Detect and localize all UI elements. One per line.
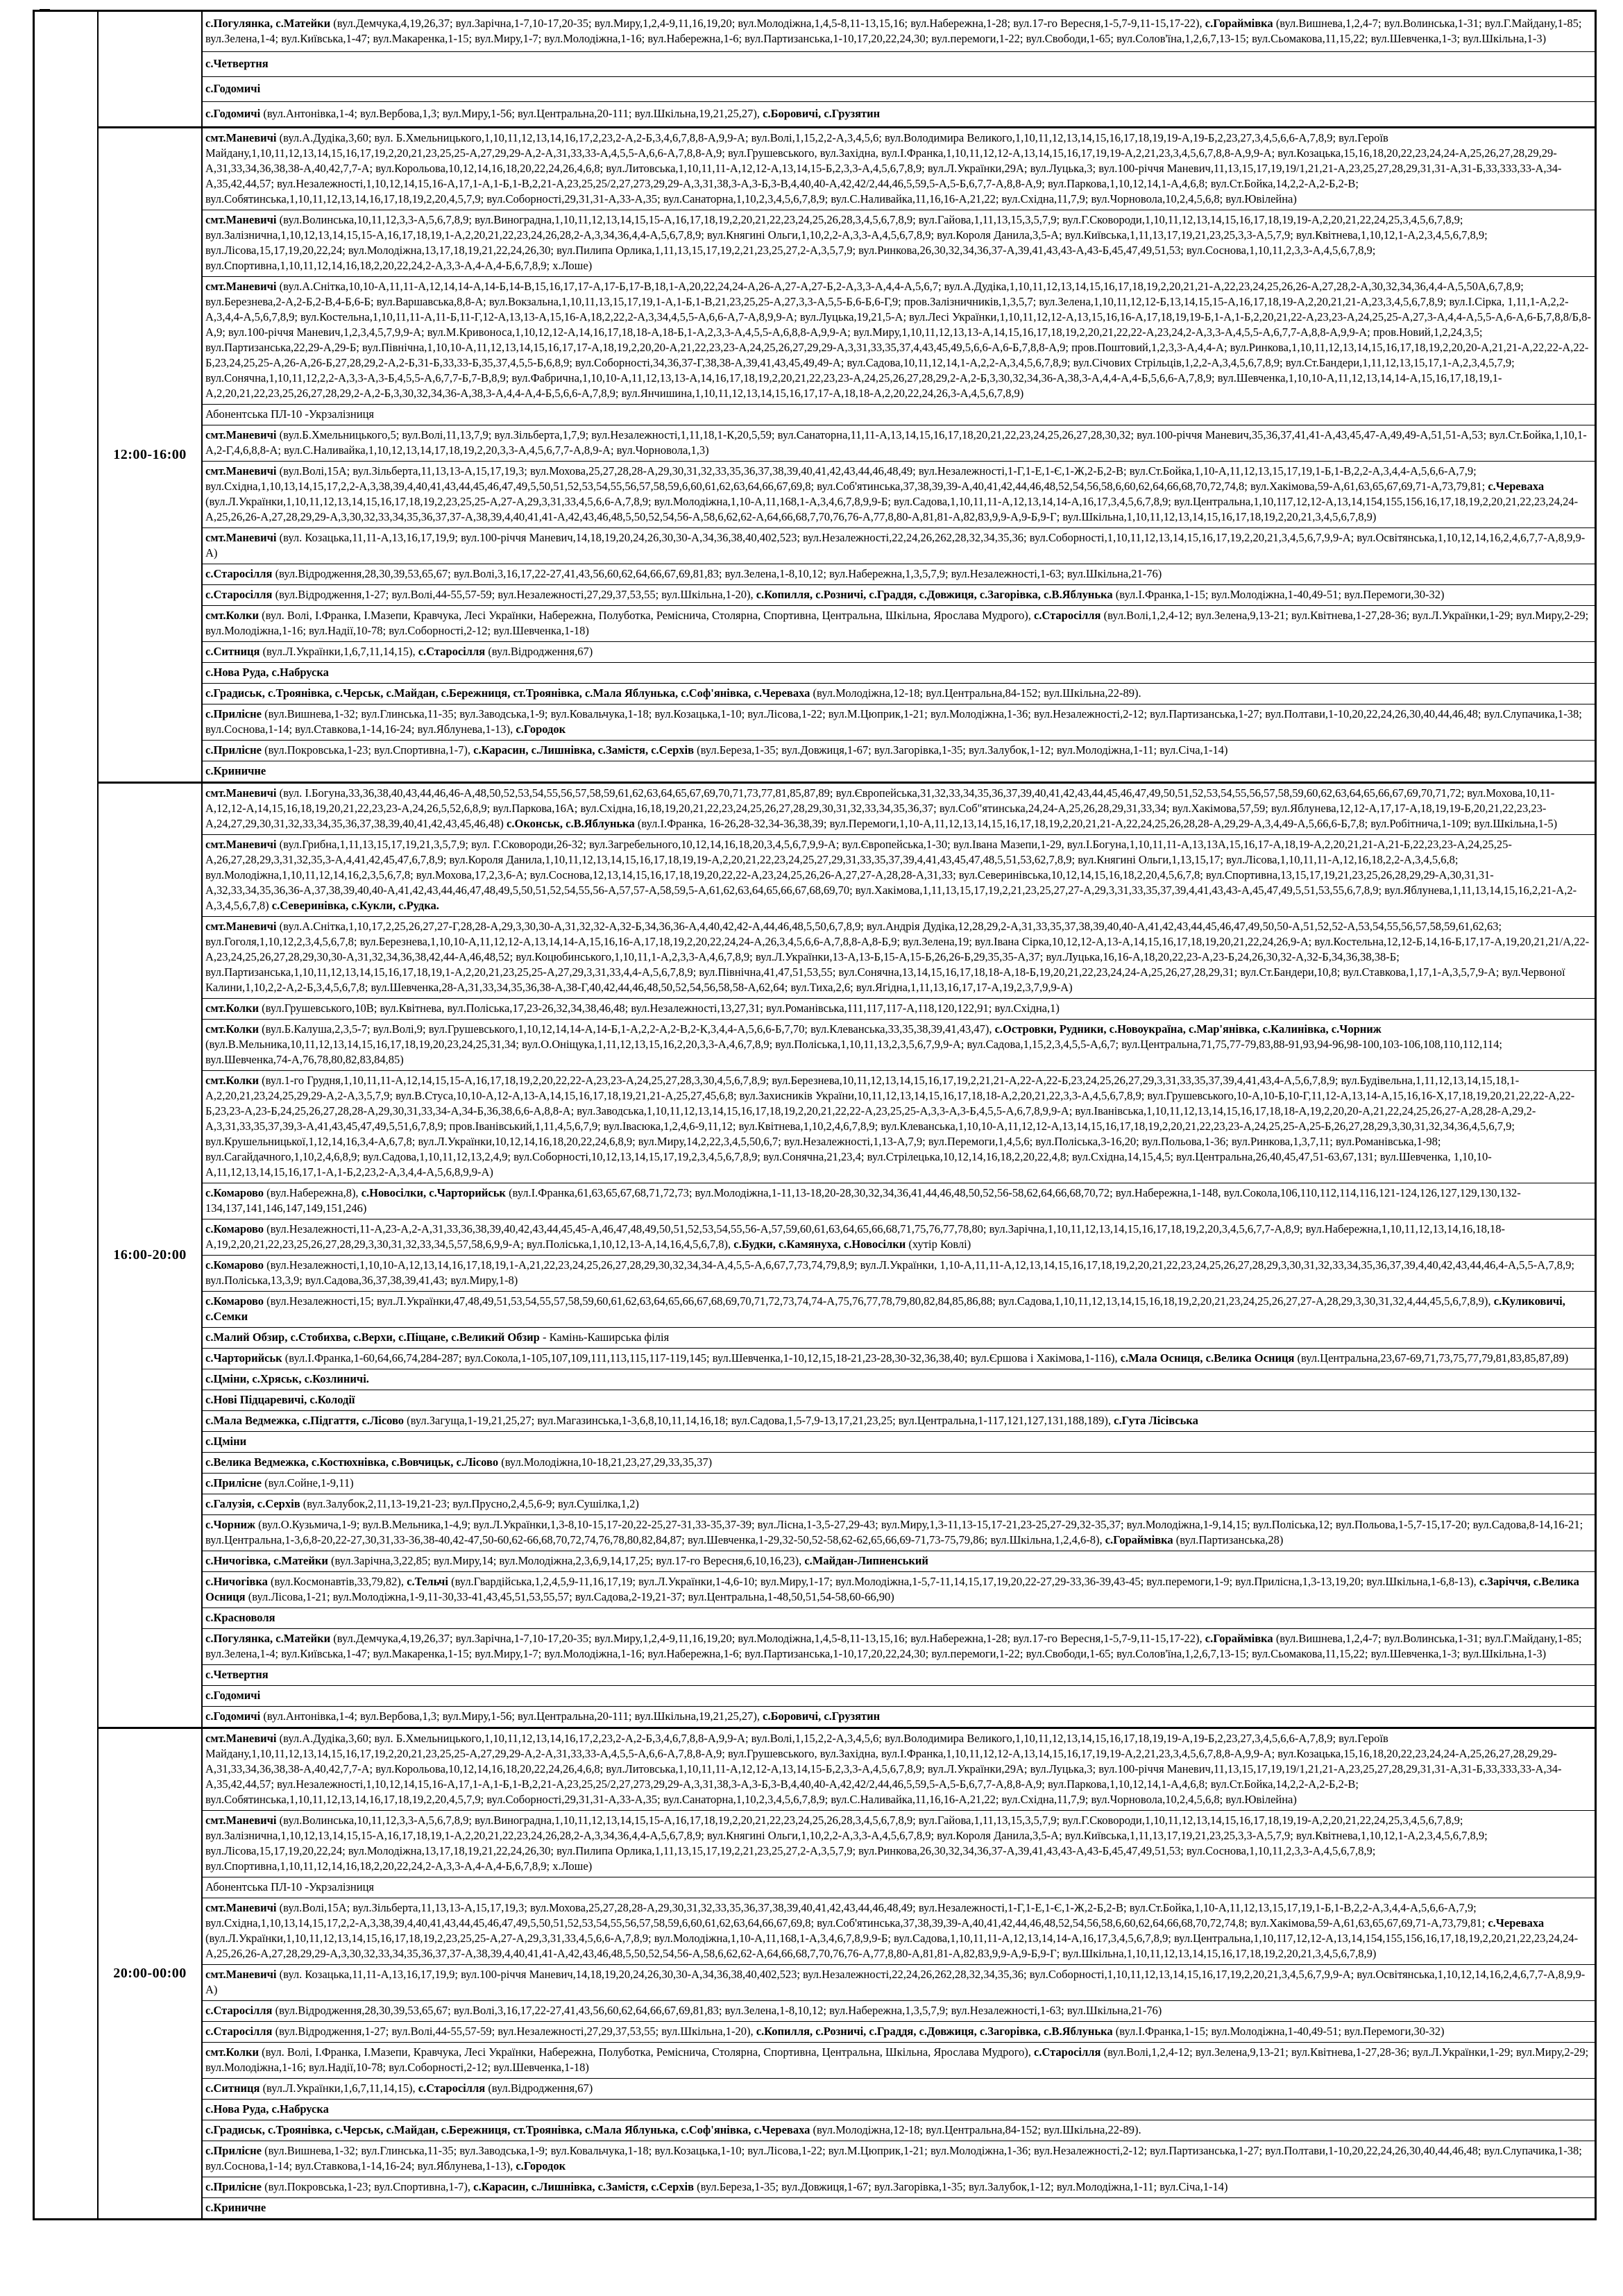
village-name: смт.Маневичі	[205, 1968, 280, 1981]
schedule-row	[203, 662, 1595, 683]
village-name: с.Куликовичі, с.Семки	[205, 1294, 1565, 1323]
street-list: (вул.1-го Грудня,1,10,11,11-А,12,14,15,15-А,16,17,18,19,2,20,22,22-А,23,23-А,24,25,27,28,3,30,4,5,6,7,8,9; вул.Березнева,10,11,12,13,14,15,16,17,19,2,21,21-А,22-А,22-Б,23,24,25,26,27,29,3,31,33,35,37,39,4,41,43,4-А,5,6,7,8,9; вул.Будівельна,1,11,12,13,14,15,18,1-А,2,20,21,23,24,25,29,29-А,2-А,3,5,7,9; вул.В.Стуса,10,10-А,12-А,13-А,14,15,16,17,18,19,21,21-А,25,27,45,6,8; вул.Захисників України,10,11,12,13,14,15,16,17,18,18-А,2,20,21,22,3,3-А,4,5,6,7,8,9; вул.Грушевського,10-А,10-Б,10-Г,11,12-А,13,14-А,15,16,16-Х,17,18,19,20,21,22,22-А,22-Б,23,23-А,23-Б,24,25,26,27,28,28-А,29,30,31,33,34-А,34-Б,36,38,6,6-А,8,8-А; вул.Заводська,1,10,11,12,13,14,15,16,17,18,19,2,20,21,22,22-А,23,25,25-А,3,3-А,3-Б,4,5,5-А,6,7,8,9,9-А; вул.Іванівська,1,10,11,12,13,14,15,16,17,18,18-А,19,2,20,20-А,21,22,24,25,26,27-А,28,28-А,29,2-А,3,31,33,35,37,39,3-А,41,43,45,47,49,5,51,6,7,8,9; пров.Іванівський,1,11,4,5,6,7,9; вул.Івасюка,1,2,4,6-9,11,12; вул.Квітнева,1,10,2,4,6,7,8,9; вул.Клеванська,1,10,10-А,11,12,12-А,13,14,15,16,17,18,19,2,20,21,22,23,23-А,24,25,25-А,25-Б,26,27,28,29,3,30,31,32,34,36,4,5,6,7,9; вул.Крушельницької,1,12,14,16,3,4-А,6,7,8; вул.Л.Українки,10,12,14,16,18,20,22,24,6,8,9; вул.Миру,14,2,22,3,4,5,50,6,7; вул.Незалежності,1,13-А,7,9; вул.Перемоги,1,4,5,6; вул.Поліська,3-16,20; вул.Польова,1-36; вул.Ринкова,1,3,7,11; вул.Романівська,1-98; вул.Сагайдачного,1,10,2,4,6,8,9; вул.Садова,1,10,11,12,13,2,4,9; вул.Соборності,10,12,13,14,15,17,19,2,3,4,5,6,7,8,9; вул.Сонячна,21,23,4; вул.Стрілецька,10,12,14,16,18,2,20,22,4,8; вул.Східна,14,15,4,5; вул.Центральна,26,40,45,47,51-63,67,131; вул.Шевченка, 1,10,10-А,11,12,13,14,15,16,17,1-А,1-Б,2,23,2-А,3,4,4-А,5,6,8,9,9-А)	[205, 1074, 1575, 1179]
village-name: с.Четвертня	[205, 1668, 269, 1681]
village-name: смт.Колки	[205, 609, 262, 622]
schedule-row	[203, 1183, 1595, 1219]
time-slot-label-20-00: 20:00-00:00	[99, 1727, 203, 2218]
village-name: с.Старосілля	[1033, 609, 1104, 622]
street-list: Абонентська ПЛ-10 -Укрзалізниця	[205, 1880, 375, 1893]
village-name: с.Гута Лісівська	[1114, 1414, 1198, 1427]
village-name: смт.Маневичі	[205, 428, 280, 441]
village-name: с.Тельчі	[407, 1575, 452, 1588]
schedule-row	[203, 683, 1595, 704]
time-slot-label-partial	[99, 12, 203, 126]
schedule-row	[203, 1291, 1595, 1327]
street-list: (вул. Волі, І.Франка, І.Мазепи, Кравчука, Лесі Українки, Набережна, Полуботка, Реміснича, Столярна, Спортивна, Центральна, Шкільна, Ярослава Мудрого),	[262, 609, 1034, 622]
schedule-row	[203, 2120, 1595, 2141]
schedule-row	[203, 605, 1595, 641]
village-name: с.Старосілля	[205, 567, 275, 580]
street-list: (вул.Волі,15А; вул.Зільберта,11,13,13-А,15,17,19,3; вул.Мохова,25,27,28,28-А,29,30,31,32,33,35,36,37,38,39,40,41,42,43,44,46,48,49; вул.Незалежності,1-Г,1-Е,1-Є,1-Ж,2-Б,2-В; вул.Ст.Бойка,1,10-А,11,12,13,15,17,19,1-Б,1-В,2,2-А,3,4,4-А,5,6,6-А,7,9; вул.Східна,1,10,13,14,15,17,2,2-А,3,38,39,4,40,41,43,44,45,46,47,49,5,50,51,52,53,54,55,56,57,58,59,6,60,61,62,63,64,66,67,69,8; вул.Соб'ятинська,37,38,39,39-А,40,41,42,44,46,48,52,54,56,58,6,60,62,64,66,68,70,72,74,8; вул.Хакімова,59-А,61,63,65,67,69,71-А,73,79,81;	[205, 464, 1488, 493]
rows-block-partial	[203, 12, 1595, 126]
street-list: (вул.Загуща,1-19,21,25,27; вул.Магазинська,1-3,6,8,10,11,14,16,18; вул.Садова,1,5-7,9-13,17,21,23,25; вул.Центральна,1-117,121,127,131,188,189),	[407, 1414, 1114, 1427]
schedule-row	[203, 1514, 1595, 1551]
village-name: с.Прилісне	[205, 707, 265, 720]
village-name: с.Мала Ведмежка, с.Підгаття, с.Лісово	[205, 1414, 407, 1427]
schedule-row	[203, 1255, 1595, 1291]
village-name: с.Красноволя	[205, 1611, 275, 1624]
street-list: (вул.Л.Українки,1,6,7,11,14,15),	[262, 2082, 418, 2095]
street-list: (вул.Береза,1-35; вул.Довжиця,1-67; вул.Загорівка,1-35; вул.Залубок,1-12; вул.Молодіжна,1-11; вул.Січа,1-14)	[697, 743, 1228, 757]
street-list: (вул.І.Франка,1-15; вул.Молодіжна,1-40,49-51; вул.Перемоги,30-32)	[1115, 2025, 1445, 2038]
street-list: (вул.Незалежності,11-А,23-А,2-А,31,33,36,38,39,40,42,43,44,45,45-А,46,47,48,49,50,51,52,53,54,55,56-А,57,59,60,61,63,64,65,66,68,71,75,76,77,78,80; вул.Зарічна,1,10,11,12,13,14,15,16,17,18,19,2,20,3,4,5,6,7,7-А,8,9; вул.Набережна,1,10,11,12,13,14,16,18,18-А,19,2,20,21,22,23,25,26,27,28,29,3,30,31,32,33,34,5,57,58,6,9,9-А; вул.Поліська,1,10,12,13-А,14,16,4,5,6,7,8),	[205, 1222, 1505, 1251]
village-name: смт.Маневичі	[205, 920, 280, 933]
street-list: (вул.Л.Українки,1,10,11,12,13,14,15,16,17,18,19,2,23,25,25-А,27-А,29,3,31,33,4,5,6,6-А,7,8,9; вул.Молодіжна,1,10-А,11,168,1-А,3,4,6,7,8,9,9-Б; вул.Садова,1,10,11,11-А,12,13,14,14-А,16,17,3,4,5,6,7,8,9; вул.Центральна,1,10,117,12,12-А,13,14,154,155,156,16,17,18,19,2,20,21,22,23,24,24-А,25,26,26-А,27,28,29,29-А,3,30,32,33,34,35,36,37,37-А,38,39,4,40,41,41-А,42,43,46,48,5,50,52,54,56-А,58,6,62,62-А,64,66,68,7,70,76,76-А,77,8,80-А,81,81-А,82,83,9,9-А,9-Б,9-Г; вул.Шкільна,1,10,11,12,13,14,15,16,17,18,19,2,20,21,3,4,5,6,7,8,9)	[205, 495, 1579, 523]
street-list: (вул.Космонавтів,33,79,82),	[270, 1575, 407, 1588]
village-name: с.Погулянка, с.Матейки	[205, 17, 334, 30]
schedule-row	[203, 1607, 1595, 1628]
village-name: с.Комарово	[205, 1186, 267, 1199]
village-name: смт.Колки	[205, 1002, 262, 1015]
village-name: с.Гораймівка	[1205, 17, 1276, 30]
street-list: (вул.О.Кузьмича,1-9; вул.В.Мельника,1-4,9; вул.Л.Українки,1,3-8,10-15,17-20,22-25,27-31,33-35,37-39; вул.Лісна,1-3,5-27,29-43; вул.Миру,1,3-11,13-15,17-21,23-25,27-29,32-35,37; вул.Молодіжна,1-9,14,15; вул.Поліська,12; вул.Польова,1-5,7-15,17-20; вул.Садова,8-14,16-21; вул.Центральна,1-3,6,8-20,22-27,30,31,33-36,38-40,42-47,50-60,62-66,68,70,72,74,76,78,80,82,84,87; вул.Шевченка,1-29,32-50,52-58,62-62,65,66,69-71,73-75,79,86; вул.Шкільна,1,2,4,6-8),	[205, 1518, 1583, 1546]
village-name: смт.Маневичі	[205, 838, 280, 851]
street-list: (вул.Гвардійська,1,2,4,5,9-11,16,17,19; вул.Л.Українки,1-4,6-10; вул.Миру,1-17; вул.Молодіжна,1-5,7-11,14,15,17,19,20,22-27,29-33,36-39,43-45; вул.перемоги,1-9; вул.Прилісна,1,3-13,19,20; вул.Шкільна,1-6,8-13),	[451, 1575, 1479, 1588]
village-name: с.Чарторийськ	[205, 1351, 285, 1365]
street-list: (вул.Молодіжна,10-18,21,23,27,29,33,35,37)	[501, 1455, 713, 1469]
rows-block-20-00	[203, 1727, 1595, 2218]
schedule-row	[203, 1706, 1595, 1727]
street-list: (вул. І.Богуна,33,36,38,40,43,44,46,46-А,48,50,52,53,54,55,56,57,58,59,61,62,63,64,65,67,69,70,71,73,77,81,85,87,89; вул.Європейська,31,32,33,34,35,36,37,39,40,41,42,43,44,45,46,47,49,50,51,52,53,54,55,56,57,58,59,60,62,63,64,65,66,67,69,70,71,72; вул.Мохова,10,11-А,12,12-А,14,15,16,18,19,20,21,22,23,23-А,24,26,5,52,6,8,9; вул.Паркова,16А; вул.Східна,16,18,19,20,21,22,23,24,25,26,27,28,29,30,31,32,33,34,35,36,37; вул.Соб"ятинська,24,24-А,25,26,28,29,31,33,34; вул.Хакімова,57,59; вул.Яблунева,12,12-А,17,17-А,18,19,19-Б,20,21,22,23,23-А,24,27,29,30,31,32,33,34,35,36,37,38,39,40,41,42,43,45,46,48)	[205, 786, 1555, 830]
village-name: с.Старосілля	[205, 2004, 275, 2017]
street-list: (вул.Грушевського,10В; вул.Квітнева, вул.Поліська,17,23-26,32,34,38,46,48; вул.Незалежності,13,27,31; вул.Романівська,111,117,117-А,118,120,122,91; вул.Східна,1)	[262, 1002, 1060, 1015]
street-list: (вул.Волі,1,2,4-12; вул.Зелена,9,13-21; вул.Квітнева,1-27,28-36; вул.Л.Українки,1-29; вул.Миру,2-29; вул.Молодіжна,1-16; вул.Надії,10-78; вул.Соборності,2-12; вул.Шевченка,1-18)	[205, 609, 1589, 637]
cropped-text-remnant	[40, 9, 50, 11]
street-list: (вул.Вишнева,1,2,4-7; вул.Волинська,1-31; вул.Г.Майдану,1-85; вул.Зелена,1-4; вул.Київська,1-47; вул.Макаренка,1-15; вул.Миру,1-7; вул.Молодіжна,1-16; вул.Набережна,1-6; вул.Партизанська,1-10,17,20,22,24,30; вул.перемоги,1-22; вул.Свободи,1-65; вул.Солов'їна,1,2,6,7,13-15; вул.Сьомакова,11,15,22; вул.Шевченка,1-3; вул.Шкільна,1-3)	[205, 1632, 1582, 1660]
village-name: с.Боровичі, с.Грузятин	[763, 1710, 881, 1723]
schedule-row	[203, 1431, 1595, 1452]
schedule-row	[203, 2078, 1595, 2099]
schedule-row	[203, 784, 1595, 834]
schedule-row	[203, 210, 1595, 276]
village-name: с.Цміни, с.Хряськ, с.Козлиничі.	[205, 1372, 369, 1385]
schedule-row	[203, 1571, 1595, 1607]
schedule-row	[203, 1877, 1595, 1898]
street-list: (вул.Л.Українки,1,10,11,12,13,14,15,16,17,18,19,2,23,25,25-А,27-А,29,3,31,33,4,5,6,6-А,7,8,9; вул.Молодіжна,1,10-А,11,168,1-А,3,4,6,7,8,9,9-Б; вул.Садова,1,10,11,11-А,12,13,14,14-А,16,17,3,4,5,6,7,8,9; вул.Центральна,1,10,117,12,12-А,13,14,154,155,156,16,17,18,19,2,20,21,22,23,24,24-А,25,26,26-А,27,28,29,29-А,3,30,32,33,34,35,36,37,37-А,38,39,4,40,41,41-А,42,43,46,48,5,50,52,54,56-А,58,6,62,62-А,64,66,68,7,70,76,76-А,77,8,80-А,81,81-А,82,83,9,9-А,9-Б,9-Г; вул.Шкільна,1,10,11,12,13,14,15,16,17,18,19,2,20,21,3,4,5,6,7,8,9)	[205, 1932, 1579, 1960]
schedule-row	[203, 916, 1595, 998]
schedule-row	[203, 2197, 1595, 2218]
village-name: с.Комарово	[205, 1222, 267, 1235]
street-list: (вул.А.Снітка,10,10-А,11,11-А,12,14,14-А,14-Б,14-В,15,16,17,17-А,17-Б,17-В,18,1-А,20,22,24,24-А,26-А,27-А,27-Б,2-А,3,3-А,4,4-А,5,6,7; вул.А.Дудіка,1,10,11,12,13,14,15,16,17,18,19,2,20,21,21-А,22,23,24,25,26,26-А,27,28,2-А,30,32,34,36,4,4-А,5,50А,6,7,8,9; вул.Березнева,2-А,2-Б,2-В,4-Б,6-Б; вул.Варшавська,8,8-А; вул.Вокзальна,1,10,11,13,15,17,19,1-А,1-Б,1-В,21,23,25,25-А,27,3,3-А,5,5-Б,6-Б,6-Г,9; пров.Залізничників,1,3,5,7; вул.Зелена,1,10,11,12,12-Б,13,14,15,15-А,16,17,18,19-А,2,20,21,21-А,23,3,4,5,6,7,8,9; вул.І.Сірка, 1,11,1-А,2,2-А,3,4,4-А,5,6,7,8,9; вул.Костельна,1,10,11,11-А,11-Б,11-Г,12-А,13,13-А,15,16-А,18,2,22,2-А,3,34,4,5,5-А,6,6-А,7-А,8,9,9-А; вул.Луцька,19,21,5-А; вул.Лесі Українки,1,10,11,12,12-А,13,15,16,16-А,17,18,19,19-Б,1-А,1-Б,2,20,21,22-А,23,23-А,24,25,25-А,27,3-А,4,4-А,5,5-А,6-А,6-Б,7,8,8/Б,8-А,9; вул.100-річчя Маневич,1,2,3,4,5,7,9,9-А; вул.М.Кривоноса,1,10,12,12-А,14,16,17,18,18-А,18-Б,1-А,2,3,3-А,4,5,5-А,6,8,8-А,9,9-А; вул.Миру,1,10,11,12,13,13-А,14,15,16,17,18,19,2,20,21,22,22-А,23,24,2-А,3,3-А,4,5,5-А,6,7,7-А,8,8-А,9,9-А; пров.Новий,1,2,24,3,5; вул.Партизанська,22,29-А,29-Б; вул.Північна,1,10,10-А,11,12,13,14,15,16,17,17-А,18,19,2,20,20-А,21,22,23,23-А,24,25,26,27,29,29-А,3,31,33,35,37,4,43,45,49,5,6,6-А,6-Б,7,8,8-А,9; пров.Поштовий,1,2,3,3-А,4,4-А; вул.Ринкова,1,10,11,12,13,14,15,16,17,18,19,2,20,20-А,21,21-А,22,22-А,22-Б,23,24,25,25-А,26-А,26-Б,27,28,29,2-А,2-Б,31-Б,33,33-Б,35,37,4,5,5-Б,6,8,9; вул.Соборності,34,36,37-Г,38,38-А,39,41,43,45,49,49-А; вул.Садова,10,11,12,14,1-А,2,2-А,3,4,5,6,7,8,9; вул.Січових Стрільців,1,2,2-А,3,4,5,6,7,8,9; вул.Ст.Бандери,1,11,12,13,15,17,1-А,2,3,4,5,7,9; вул.Сонячна,1,10,11,12,2,2-А,3,3-А,3-Б,4,5,5-А,6,7,7-Б,7-В,8,9; вул.Фабрична,1,10,10-А,11,12,13,13-А,14,16,17,18,19,2,20,21,22,23,23-А,24,25,26,27,28,29,2-А,2-Б,3,30,32,34,36-А,38,3-А,4,4-А,4-Б,5,6,6-А,7,8,9; вул.Шевченка,1,10,10-А,11,12,13,14,14-А,15,16,17,18,19,1-А,2,20,21,22,23,25,26,27,28,29,2-А,2-Б,3,30,32,34,36-А,38,3-А,4,4-А,4-Б,5,6,6-А,7,8,9; вул.Янчишина,1,10,11,12,13,14,15,16,17,17-А,18,18-А,2,20,22,24,26,3-А,4,5,6,7,8,9)	[205, 280, 1591, 400]
village-name: с.Ситниця	[205, 2082, 263, 2095]
village-name: с.Нова Руда, с.Набруска	[205, 666, 329, 679]
village-name: с.Градиськ, с.Троянівка, с.Черськ, с.Майдан, с.Бережниця, ст.Троянівка, с.Мала Яблунька, с.Соф'янівка, с.Череваха	[205, 2123, 813, 2136]
schedule-row	[203, 834, 1595, 916]
street-list: (вул. Волі, І.Франка, І.Мазепи, Кравчука, Лесі Українки, Набережна, Полуботка, Реміснича, Столярна, Спортивна, Центральна, Шкільна, Ярослава Мудрого),	[262, 2045, 1034, 2059]
street-list: (вул.Антонівка,1-4; вул.Вербова,1,3; вул.Миру,1-56; вул.Центральна,20-111; вул.Шкільна,19,21,25,27),	[263, 107, 763, 120]
time-slot-label-16-20: 16:00-20:00	[99, 782, 203, 1727]
schedule-row	[203, 1964, 1595, 2000]
schedule-row	[203, 76, 1595, 101]
village-name: с.Погулянка, с.Матейки	[205, 1632, 334, 1645]
village-name: с.Прилісне	[205, 743, 265, 757]
village-name: с.Четвертня	[205, 57, 269, 70]
street-list: (вул.Покровська,1-23; вул.Спортивна,1-7),	[264, 2180, 474, 2193]
schedule-row	[203, 2177, 1595, 2197]
schedule-row	[203, 1327, 1595, 1348]
schedule-row	[203, 1452, 1595, 1473]
village-name: с.Комарово	[205, 1294, 267, 1308]
street-list: (вул.Покровська,1-23; вул.Спортивна,1-7),	[264, 743, 474, 757]
village-name: смт.Маневичі	[205, 1901, 280, 1914]
village-name: с.Прилісне	[205, 1476, 265, 1489]
schedule-row	[203, 1898, 1595, 1964]
schedule-row	[203, 564, 1595, 584]
village-name: с.Городок	[516, 723, 566, 736]
street-list: (вул.Волинська,10,11,12,3,3-А,5,6,7,8,9; вул.Виноградна,1,10,11,12,13,14,15,15-А,16,17,18,19,2,20,21,22,23,24,25,26,28,3,4,5,6,7,8,9; вул.Гайова,1,11,13,15,3,5,7,9; вул.Г.Сковороди,1,10,11,12,13,14,15,16,17,18,19,19-А,2,20,21,22,24,25,3,4,5,6,7,8,9; вул.Залізнична,1,10,12,13,14,15,15-А,16,17,18,19,1-А,2,20,21,22,23,24,26,28,2-А,3,34,36,4,4-А,5,6,7,8,9; вул.Княгині Ольги,1,10,2,2-А,3,3-А,4,5,6,7,8,9; вул.Короля Данила,3,5-А; вул.Київська,1,11,13,17,19,21,23,25,3,3-А,5,7,9; вул.Квітнева,1,10,12,1-А,2,3,4,5,6,7,8,9; вул.Лісова,15,17,19,20,22,24; вул.Молодіжна,13,17,18,19,21,22,24,26,30; вул.Пилипа Орлика,1,11,13,15,17,19,2,21,23,25,27,2-А,3,5,7,9; вул.Ринкова,26,30,32,34,36,37-А,39,41,43,43-А,43-Б,45,47,49,51,53; вул.Соснова,1,10,11,2,3,3-А,4,5,6,7,8,9; вул.Спортивна,1,10,11,12,14,16,18,2,20,22,24,2-А,3,3-А,4-А,4-Б,6,7,8,9; х.Лоше)	[205, 213, 1488, 272]
schedule-row	[203, 584, 1595, 605]
schedule-row	[203, 461, 1595, 527]
street-list: (вул.Відродження,1-27; вул.Волі,44-55,57-59; вул.Незалежності,27,29,37,53,55; вул.Шкільна,1-20),	[275, 588, 756, 601]
street-list: (вул.А.Снітка,1,10,17,2,25,26,27,27-Г,28,28-А,29,3,30,30-А,31,32,32-А,32-Б,34,36,36-А,4,40,42,42-А,44,46,48,5,50,6,7,8,9; вул.Андрія Дудіка,12,28,29,2-А,31,33,35,37,38,39,40,40-А,41,42,43,44,45,46,47,49,50,50-А,51,52,52-А,53,54,55,56,57,58,59,61,62,63; вул.Гоголя,1,10,12,2,3,4,5,6,7,8; вул.Березнева,1,10,10-А,11,12,12-А,13,14,14-А,15,16,16-А,17,18,19,2,20,22,24,24-А,26,3,4,5,6,6-А,7,8,8-А,8-Б,9; вул.Зелена,19; вул.Івана Сірка,10,12,12-А,13-А,14,15,16,17,18,19,20,21,22,24,26,9-А; вул.Костельна,12,12-Б,14,16-Б,17,17-А,19,20,21,21/А,22-А,23,24,25,26,27,28,29,30,30-А,31,32,34,36,38,42,44-А,46,48,52; вул.Коцюбинського,1,10,11,1-А,2,3,3-А,4,6,7,8,9; вул.Л.Українки,13-А,13-Б,15-А,15-Б,26,26-Б,29,35,35-А,37; вул.Луцька,16,16-А,18,20,22,23-А,23-Б,24,26,30,32-А,32-Б,34,36,38,38-Б; вул.Партизанська,1,10,11,12,13,14,15,16,17,18,19,1-А,2,20,21,23,25,25-А,27,29,3,31,33,4,4-А,5,6,7,8,9; вул.Північна,41,47,51,53,55; вул.Сонячна,13,14,15,16,17,18,18-А,18-Б,19,20,21,22,23,24,24-А,25,26,27,28,29,31; вул.Ст.Бандери,10,8; вул.Ставкова,1,17,1-А,3,5,7,9-А; вул.Червоної Калини,1,10,2,2-А,2-Б,3,4,5,6,7,8; вул.Шевченка,28-А,31,33,34,35,36,38-А,38-Г,40,42,44,46,48,50,52,54,56,58,58-А,62,64; вул.Тиха,2,6; вул.Ягідна,1,11,13,16,17,17-А,19,2,3,7,9,9-А)	[205, 920, 1590, 994]
street-list: (вул.Залубок,2,11,13-19,21-23; вул.Прусно,2,4,5,6-9; вул.Сушілка,1,2)	[303, 1497, 639, 1510]
village-name: с.Майдан-Липненський	[804, 1554, 928, 1567]
village-name: с.Годомичі	[205, 107, 264, 120]
village-name: с.Годомичі	[205, 1710, 264, 1723]
street-list: (вул.Б.Калуша,2,3,5-7; вул.Волі,9; вул.Грушевського,1,10,12,14,14-А,14-Б,1-А,2,2-А,2-В,2-К,3,4,4-А,5,6,6-Б,7,70; вул.Клеванська,33,35,38,39,41,43,47),	[262, 1022, 995, 1036]
village-name: с.Череваха	[1488, 1916, 1545, 1930]
village-name: с.Градиськ, с.Троянівка, с.Черськ, с.Майдан, с.Бережниця, ст.Троянівка, с.Мала Яблунька, с.Соф'янівка, с.Череваха	[205, 686, 813, 700]
street-list: (вул.Молодіжна,12-18; вул.Центральна,84-152; вул.Шкільна,22-89).	[813, 686, 1141, 700]
street-list: (вул.Береза,1-35; вул.Довжиця,1-67; вул.Загорівка,1-35; вул.Залубок,1-12; вул.Молодіжна,1-11; вул.Січа,1-14)	[697, 2180, 1228, 2193]
village-name: с.Карасин, с.Лишнівка, с.Замістя, с.Серхів	[473, 2180, 697, 2193]
village-name: смт.Маневичі	[205, 786, 280, 800]
schedule-row	[203, 404, 1595, 425]
village-name: смт.Маневичі	[205, 131, 280, 144]
street-list: (вул.Грибна,1,11,13,15,17,19,21,3,5,7,9; вул. Г.Сковороди,26-32; вул.Загребельного,10,12,14,16,18,20,3,4,5,6,7,9,9-А; вул.Європейська,1-30; вул.Івана Мазепи,1-29, вул.І.Богуна,1,10,11,11-А,13,13А,15,16,17-А,18,19-А,2,20,21,21-А,21-Б,22,23,23-А,24,25,25-А,26,27,28,29,3,31,32,35,3-А,4,41,42,45,47,6,7,8,9; вул.Короля Данила,1,10,11,12,13,14,15,16,17,18,19,19-А,2,20,21,22,23,24,25,27,29,31,33,35,37,39,4,41,43,45,47,48,5,51,53,62,7,8,9; вул.Княгині Ольги,1,13,15,17; вул.Лісова,1,10,11,11-А,12,16,18,2,2-А,3,4,5,6,8; вул.Молодіжна,1,10,11,12,14,16,2,3,5,6,7,8; вул.Мохова,17,2,3,6-А; вул.Соснова,12,13,14,15,16,17,18,19,20,22,22-А,23,24,25,26,26-А,27,27-А,28,28-А,31,33; вул.Северинівська,10,12,14,15,16,18,2,20,4,5,6,7,8; вул.Спортивна,13,15,17,19,21,23,25,26,28,29,29-А,30,31,31-А,32,33,34,35,36,36-А,37,38,39,40,40-А,41,42,43,44,46,47,48,49,5,50,51,52,54,55,56-А,57,57-А,58,59,5-А,61,62,63,64,65,66,67,68,69,70; вул.Хакімова,1,11,13,15,17,19,2,21,23,25,27,27-А,29,3,31,33,35,37,39,4,41,43,43-А,45,47,49,5,51,53,55,6,7,8,9; вул.Яблунева,1,11,13,14,15,16,2,21-А,2-А,3,4,5,6,7,8)	[205, 838, 1577, 912]
village-name: с.Нова Руда, с.Набруска	[205, 2102, 329, 2116]
street-list: (вул.І.Франка,1-60,64,66,74,284-287; вул.Сокола,1-105,107,109,111,113,115,117-119,145; вул.Шевченка,1-10,12,15,18-21,23-28,30-32,36,38,40; вул.Єршова і Хакімова,1-116),	[284, 1351, 1121, 1365]
street-list: (вул.В.Мельника,10,11,12,13,14,15,16,17,18,19,20,23,24,25,31,34; вул.О.Оніщука,1,11,12,13,15,16,2,20,3,3-А,4,6,7,8,9; вул.Поліська,1,10,11,13,2,3,5,6,7,9,9-А; вул.Садова,1,15,2,3,4,5,5-А,6,7; вул.Центральна,71,75,77-79,83,88-91,93,94-96,98-100,103-106,108,110,112,114; вул.Шевченка,74-А,76,78,80,82,83,84,85)	[205, 1038, 1503, 1066]
village-name: с.Велика Ведмежка, с.Костюхнівка, с.Вовчицьк, с.Лісово	[205, 1455, 502, 1469]
village-name: с.Годомичі	[205, 1689, 261, 1702]
village-name: смт.Маневичі	[205, 531, 280, 544]
village-name: смт.Маневичі	[205, 280, 280, 293]
street-list: (вул.Незалежності,15; вул.Л.Українки,47,48,49,51,53,54,55,57,58,59,60,61,62,63,64,65,66,67,68,69,70,71,72,73,74,74-А,75,76,77,78,79,80,82,84,85,86,88; вул.Садова,1,10,11,12,13,14,15,16,18,19,2,20,21,23,24,25,26,27,27-А,28,29,3,30,31,32,4,44,45,5,6,7,8,9),	[266, 1294, 1494, 1308]
schedule-row	[203, 1473, 1595, 1494]
schedule-row	[203, 2042, 1595, 2078]
schedule-row	[203, 1729, 1595, 1810]
street-list: (вул.І.Франка, 16-26,28-32,34-36,38,39; вул.Перемоги,1,10-А,11,12,13,14,15,16,17,18,19,2,20,21,21-А,22,24,25,26,28,28-А,29,29-А,3,4,49-А,5,66,6-Б,7,8; вул.Робітнича,1-109; вул.Шкільна,1-5)	[637, 817, 1558, 830]
schedule-row	[203, 998, 1595, 1019]
street-list: (вул.Сойне,1-9,11)	[264, 1476, 354, 1489]
village-name: с.Северинівка, с.Кукли, с.Рудка.	[271, 899, 439, 912]
village-name: с.Ситниця	[205, 645, 263, 658]
street-list: (хутір Ковлі)	[908, 1238, 971, 1251]
schedule-row	[203, 276, 1595, 404]
village-name: смт.Колки	[205, 2045, 262, 2059]
street-list: (вул.І.Франка,1-15; вул.Молодіжна,1-40,49-51; вул.Перемоги,30-32)	[1115, 588, 1445, 601]
schedule-row	[203, 1410, 1595, 1431]
street-list: (вул.Демчука,4,19,26,37; вул.Зарічна,1-7,10-17,20-35; вул.Миру,1,2,4-9,11,16,19,20; вул.Молодіжна,1,4,5-8,11-13,15,16; вул.Набережна,1-28; вул.17-го Вересня,1-5,7-9,11-15,17-22),	[333, 17, 1205, 30]
village-name: с.Нові Підцаревичі, с.Колодії	[205, 1393, 355, 1406]
village-name: с.Боровичі, с.Грузятин	[763, 107, 881, 120]
village-name: с.Оконськ, с.В.Яблунька	[507, 817, 638, 830]
street-list: (вул.Молодіжна,12-18; вул.Центральна,84-152; вул.Шкільна,22-89).	[813, 2123, 1141, 2136]
street-list: (вул.Вишнева,1-32; вул.Глинська,11-35; вул.Заводська,1-9; вул.Ковальчука,1-18; вул.Козацька,1-10; вул.Лісова,1-22; вул.М.Цюприк,1-21; вул.Молодіжна,1-36; вул.Незалежності,2-12; вул.Партизанська,1-27; вул.Полтави,1-10,20,22,24,26,30,40,44,46,48; вул.Слупачика,1-38; вул.Соснова,1-14; вул.Ставкова,1-14,16-24; вул.Яблунева,1-13),	[205, 707, 1582, 736]
schedule-row	[203, 1369, 1595, 1390]
street-list: (вул.Волі,15А; вул.Зільберта,11,13,13-А,15,17,19,3; вул.Мохова,25,27,28,28-А,29,30,31,32,33,35,36,37,38,39,40,41,42,43,44,46,48,49; вул.Незалежності,1-Г,1-Е,1-Є,1-Ж,2-Б,2-В; вул.Ст.Бойка,1,10-А,11,12,13,15,17,19,1-Б,1-В,2,2-А,3,4,4-А,5,6,6-А,7,9; вул.Східна,1,10,13,14,15,17,2,2-А,3,38,39,4,40,41,43,44,45,46,47,49,5,50,51,52,53,54,55,56,57,58,59,6,60,61,62,63,64,66,67,69,8; вул.Соб'ятинська,37,38,39,39-А,40,41,42,44,46,48,52,54,56,58,6,60,62,64,66,68,70,72,74,8; вул.Хакімова,59-А,61,63,65,67,69,71-А,73,79,81;	[205, 1901, 1488, 1930]
schedule-row	[203, 1348, 1595, 1369]
village-name: с.Старосілля	[205, 588, 275, 601]
schedule-row	[203, 740, 1595, 761]
village-name: с.Криничне	[205, 764, 266, 777]
schedule-row	[203, 1628, 1595, 1664]
village-name: с.Карасин, с.Лишнівка, с.Замістя, с.Серхів	[473, 743, 697, 757]
village-name: с.Прилісне	[205, 2180, 265, 2193]
schedule-row	[203, 12, 1595, 51]
village-name: смт.Маневичі	[205, 1814, 280, 1827]
street-list: (вул.Демчука,4,19,26,37; вул.Зарічна,1-7,10-17,20-35; вул.Миру,1,2,4-9,11,16,19,20; вул.Молодіжна,1,4,5-8,11-13,15,16; вул.Набережна,1-28; вул.17-го Вересня,1-5,7-9,11-15,17-22),	[333, 1632, 1205, 1645]
street-list: (вул. Козацька,11,11-А,13,16,17,19,9; вул.100-річчя Маневич,14,18,19,20,24,26,30,30-А,34,36,38,40,402,523; вул.Незалежності,22,24,26,262,28,32,34,35,36; вул.Соборності,1,10,11,12,13,14,15,16,17,19,2,20,21,3,4,5,6,7,9,9-А; вул.Освітянська,1,10,12,14,16,2,4,6,7,7-А,8,9,9-А)	[205, 531, 1586, 559]
street-list: (вул.І.Франка,61,63,65,67,68,71,72,73; вул.Молодіжна,1-11,13-18,20-28,30,32,34,36,41,44,46,48,50,52,56-58,62,64,66,68,70,72; вул.Набережна,1-148, вул.Сокола,106,110,112,114,116,121-124,126,127,129,130,132-134,137,141,146,147,149,151,246)	[205, 1186, 1521, 1215]
schedule-row	[203, 51, 1595, 76]
village-name: с.Заріччя, с.Велика Осниця	[205, 1575, 1579, 1603]
street-list: (вул.Лісова,1-21; вул.Молодіжна,1-9,11-30,33-41,43,45,51,53,55,57; вул.Садова,2-19,21-37; вул.Центральна,1-48,50,51,54-58,60-66,90)	[248, 1590, 894, 1603]
street-list: (вул.Л.Українки,1,6,7,11,14,15),	[262, 645, 418, 658]
schedule-row	[203, 1390, 1595, 1410]
schedule-row	[203, 425, 1595, 461]
street-list: (вул.Незалежності,1,10,10-А,12,13,14,16,17,18,19,1-А,21,22,23,24,25,26,27,28,29,30,32,34,34-А,4,5,5-А,6,67,7,73,74,79,8,9; вул.Л.Українки, 1,10-А,11,11-А,12,13,14,15,16,17,18,19,2,20,21,22,23,24,25,26,27,28,29,3,30,31,32,33,34,35,36,37,39,4,40,42,43,44,46,4-А,5,5-А,7,8,9; вул.Поліська,13,3,9; вул.Садова,36,37,38,39,41,43; вул.Миру,1-8)	[205, 1258, 1574, 1287]
street-list: (вул.Волі,1,2,4-12; вул.Зелена,9,13-21; вул.Квітнева,1-27,28-36; вул.Л.Українки,1-29; вул.Миру,2-29; вул.Молодіжна,1-16; вул.Надії,10-78; вул.Соборності,2-12; вул.Шевченка,1-18)	[205, 2045, 1589, 2074]
village-name: с.Галузія, с.Серхів	[205, 1497, 303, 1510]
schedule-row	[203, 2021, 1595, 2042]
street-list: (вул. Козацька,11,11-А,13,16,17,19,9; вул.100-річчя Маневич,14,18,19,20,24,26,30,30-А,34,36,38,40,402,523; вул.Незалежності,22,24,26,262,28,32,34,35,36; вул.Соборності,1,10,11,12,13,14,15,16,17,19,2,20,21,3,4,5,6,7,9,9-А; вул.Освітянська,1,10,12,14,16,2,4,6,7,7-А,8,9,9-А)	[205, 1968, 1586, 1996]
schedule-row	[203, 128, 1595, 210]
village-name: смт.Маневичі	[205, 213, 280, 226]
street-list: (вул.Відродження,67)	[488, 645, 593, 658]
schedule-row	[203, 1664, 1595, 1685]
street-list: (вул.Партизанська,28)	[1175, 1533, 1284, 1546]
street-list: (вул.Зарічна,3,22,85; вул.Миру,14; вул.Молодіжна,2,3,6,9,14,17,25; вул.17-го Вересня,6,10,16,23),	[331, 1554, 805, 1567]
village-name: с.Будки, с.Камянуха, с.Новосілки	[733, 1238, 909, 1251]
street-list: (вул.Відродження,28,30,39,53,65,67; вул.Волі,3,16,17,22-27,41,43,56,60,62,64,66,67,69,81,83; вул.Зелена,1-8,10,12; вул.Набережна,1,3,5,7,9; вул.Незалежності,1-63; вул.Шкільна,21-76)	[275, 567, 1162, 580]
village-name: с.Островки, Рудники, с.Новоукраїна, с.Мар'янівка, с.Калинівка, с.Чорниж	[994, 1022, 1382, 1036]
schedule-row	[203, 527, 1595, 564]
schedule-row	[203, 761, 1595, 782]
village-name: с.Прилісне	[205, 2144, 265, 2157]
street-list: (вул.Відродження,28,30,39,53,65,67; вул.Волі,3,16,17,22-27,41,43,56,60,62,64,66,67,69,81,83; вул.Зелена,1-8,10,12; вул.Набережна,1,3,5,7,9; вул.Незалежності,1-63; вул.Шкільна,21-76)	[275, 2004, 1162, 2017]
village-name: с.Копилля, с.Розничі, с.Граддя, с.Довжиця, с.Загорівка, с.В.Яблунька	[756, 588, 1116, 601]
village-name: с.Городок	[516, 2159, 566, 2172]
village-name: с.Комарово	[205, 1258, 267, 1272]
village-name: с.Старосілля	[418, 645, 488, 658]
schedule-row	[203, 1019, 1595, 1070]
schedule-row	[203, 1494, 1595, 1514]
street-list: (вул.Центральна,23,67-69,71,73,75,77,79,81,83,85,87,89)	[1297, 1351, 1569, 1365]
schedule-row	[203, 1685, 1595, 1706]
street-list: (вул.Вишнева,1,2,4-7; вул.Волинська,1-31; вул.Г.Майдану,1-85; вул.Зелена,1-4; вул.Київська,1-47; вул.Макаренка,1-15; вул.Миру,1-7; вул.Молодіжна,1-16; вул.Набережна,1-6; вул.Партизанська,1-10,17,20,22,24,30; вул.перемоги,1-22; вул.Свободи,1-65; вул.Солов'їна,1,2,6,7,13-15; вул.Сьомакова,11,15,22; вул.Шевченка,1-3; вул.Шкільна,1-3)	[205, 17, 1582, 45]
village-name: с.Мала Осниця, с.Велика Осниця	[1120, 1351, 1298, 1365]
street-list: (вул.А.Дудіка,3,60; вул. Б.Хмельницького,1,10,11,12,13,14,16,17,2,23,2-А,2-Б,3,4,6,7,8,8-А,9,9-А; вул.Волі,1,15,2,2-А,3,4,5,6; вул.Володимира Великого,1,10,11,12,13,14,15,16,17,18,19,19-А,19-Б,2,23,27,3,4,5,6,6-А,7,8,9; вул.Героїв Майдану,1,10,11,12,13,14,15,16,17,19,2,20,21,23,25,25-А,27,29,29-А,2-А,31,33,33-А,4,5,5-А,6,6-А,7,8,8-А,9; вул.Грушевського, вул.Західна, вул.І.Франка,1,10,11,12,12-А,13,14,15,16,17,19,19-А,2,21,23,3,4,5,6,7,8,8-А,9,9-А; вул.Козацька,15,16,18,20,22,23,24,24-А,25,26,27,28,29,29-А,31,33,34,36,38,38-А,40,42,7,7-А; вул.Корольова,10,12,14,16,18,20,22,24,26,4,6,8; вул.Литовська,1,10,11,11-А,12,12-А,13,14,15-Б,2,3,3-А,4,5,6,7,8,9; вул.Л.Українки,29А; вул.Луцька,3; вул.100-річчя Маневич,11,13,15,17,19,19/1,21,21-А,23,25,27,28,29,31,31-А,31-Б,33,333,33-А,34-А,35,42,44,57; вул.Незалежності,1,10,12,14,15,16-А,17,1-А,1-Б,1-В,2,21-А,23,25,25/2,27,273,29,29-А,3,31,38,3-А,3-Б,3-В,4,40,40-А,42,42/2,44,46,5,59,5-А,5-Б,6,7,7-А,8,8-А,9; вул.Паркова,1,10,12,14,1-А,4,6,8; вул.Ст.Бойка,14,2,2-А,2-Б,2-В; вул.Собятинська,1,10,11,12,13,14,16,17,18,19,2,20,4,5,7,9; вул.Соборності,29,31,31-А,33-А,35; вул.Санаторна,1,10,2,3,4,5,6,7,8,9; вул.С.Наливайка,11,16,16-А,21,22; вул.Східна,11,7,9; вул.Чорновола,10,2,4,5,6,8; вул.Ювілейна)	[205, 131, 1562, 205]
schedule-row	[203, 1070, 1595, 1183]
schedule-row	[203, 641, 1595, 662]
street-list: (вул.Волинська,10,11,12,3,3-А,5,6,7,8,9; вул.Виноградна,1,10,11,12,13,14,15,15-А,16,17,18,19,2,20,21,22,23,24,25,26,28,3,4,5,6,7,8,9; вул.Гайова,1,11,13,15,3,5,7,9; вул.Г.Сковороди,1,10,11,12,13,14,15,16,17,18,19,19-А,2,20,21,22,24,25,3,4,5,6,7,8,9; вул.Залізнична,1,10,12,13,14,15,15-А,16,17,18,19,1-А,2,20,21,22,23,24,26,28,2-А,3,34,36,4,4-А,5,6,7,8,9; вул.Княгині Ольги,1,10,2,2-А,3,3-А,4,5,6,7,8,9; вул.Короля Данила,3,5-А; вул.Київська,1,11,13,17,19,21,23,25,3,3-А,5,7,9; вул.Квітнева,1,10,12,1-А,2,3,4,5,6,7,8,9; вул.Лісова,15,17,19,20,22,24; вул.Молодіжна,13,17,18,19,21,22,24,26,30; вул.Пилипа Орлика,1,11,13,15,17,19,2,21,23,25,27,2-А,3,5,7,9; вул.Ринкова,26,30,32,34,36,37-А,39,41,43,43-А,43-Б,45,47,49,51,53; вул.Соснова,1,10,11,2,3,3-А,4,5,6,7,8,9; вул.Спортивна,1,10,11,12,14,16,18,2,20,22,24,2-А,3,3-А,4-А,4-Б,6,7,8,9; х.Лоше)	[205, 1814, 1488, 1873]
schedule-row	[203, 704, 1595, 740]
schedule-row	[203, 2099, 1595, 2120]
rows-block-16-20	[203, 782, 1595, 1727]
schedule-row	[203, 1219, 1595, 1255]
street-list: Абонентська ПЛ-10 -Укрзалізниця	[205, 407, 375, 421]
village-name: с.Череваха	[1488, 480, 1545, 493]
outage-schedule-table	[33, 10, 1597, 2220]
village-name: с.Копилля, с.Розничі, с.Граддя, с.Довжиця, с.Загорівка, с.В.Яблунька	[756, 2025, 1116, 2038]
village-name: с.Старосілля	[1033, 2045, 1104, 2059]
village-name: с.Новосілки, с.Чарторийськ	[361, 1186, 509, 1199]
village-name: с.Годомичі	[205, 82, 261, 95]
village-name: с.Гораймівка	[1105, 1533, 1176, 1546]
schedule-row	[203, 2141, 1595, 2177]
village-name: смт.Маневичі	[205, 1732, 280, 1745]
schedule-row	[203, 1551, 1595, 1571]
date-column	[35, 12, 99, 2218]
village-name: с.Гораймівка	[1205, 1632, 1276, 1645]
village-name: смт.Колки	[205, 1074, 262, 1087]
village-name: с.Криничне	[205, 2201, 266, 2214]
rows-block-12-16	[203, 126, 1595, 782]
street-list: - Камінь-Каширська філія	[542, 1331, 670, 1344]
street-list: (вул.Набережна,8),	[266, 1186, 362, 1199]
street-list: (вул.Вишнева,1-32; вул.Глинська,11-35; вул.Заводська,1-9; вул.Ковальчука,1-18; вул.Козацька,1-10; вул.Лісова,1-22; вул.М.Цюприк,1-21; вул.Молодіжна,1-36; вул.Незалежності,2-12; вул.Партизанська,1-27; вул.Полтави,1-10,20,22,24,26,30,40,44,46,48; вул.Слупачика,1-38; вул.Соснова,1-14; вул.Ставкова,1-14,16-24; вул.Яблунева,1-13),	[205, 2144, 1582, 2172]
village-name: с.Старосілля	[418, 2082, 488, 2095]
time-slot-label-12-16: 12:00-16:00	[99, 126, 203, 782]
village-name: с.Ничогівка, с.Матейки	[205, 1554, 332, 1567]
street-list: (вул.А.Дудіка,3,60; вул. Б.Хмельницького,1,10,11,12,13,14,16,17,2,23,2-А,2-Б,3,4,6,7,8,8-А,9,9-А; вул.Волі,1,15,2,2-А,3,4,5,6; вул.Володимира Великого,1,10,11,12,13,14,15,16,17,18,19,19-А,19-Б,2,23,27,3,4,5,6,6-А,7,8,9; вул.Героїв Майдану,1,10,11,12,13,14,15,16,17,19,2,20,21,23,25,25-А,27,29,29-А,2-А,31,33,33-А,4,5,5-А,6,6-А,7,8,8-А,9; вул.Грушевського, вул.Західна, вул.І.Франка,1,10,11,12,12-А,13,14,15,16,17,19,19-А,2,21,23,3,4,5,6,7,8,8-А,9,9-А; вул.Козацька,15,16,18,20,22,23,24,24-А,25,26,27,28,29,29-А,31,33,34,36,38,38-А,40,42,7,7-А; вул.Корольова,10,12,14,16,18,20,22,24,26,4,6,8; вул.Литовська,1,10,11,11-А,12,12-А,13,14,15-Б,2,3,3-А,4,5,6,7,8,9; вул.Л.Українки,29А; вул.Луцька,3; вул.100-річчя Маневич,11,13,15,17,19,19/1,21,21-А,23,25,27,28,29,31,31-А,31-Б,33,333,33-А,34-А,35,42,44,57; вул.Незалежності,1,10,12,14,15,16-А,17,1-А,1-Б,1-В,2,21-А,23,25,25/2,27,273,29,29-А,3,31,38,3-А,3-Б,3-В,4,40,40-А,42,42/2,44,46,5,59,5-А,5-Б,6,7,7-А,8,8-А,9; вул.Паркова,1,10,12,14,1-А,4,6,8; вул.Ст.Бойка,14,2,2-А,2-Б,2-В; вул.Собятинська,1,10,11,12,13,14,16,17,18,19,2,20,4,5,7,9; вул.Соборності,29,31,31-А,33-А,35; вул.Санаторна,1,10,2,3,4,5,6,7,8,9; вул.С.Наливайка,11,16,16-А,21,22; вул.Східна,11,7,9; вул.Чорновола,10,2,4,5,6,8; вул.Ювілейна)	[205, 1732, 1562, 1806]
schedule-row	[203, 2000, 1595, 2021]
street-list: (вул.Антонівка,1-4; вул.Вербова,1,3; вул.Миру,1-56; вул.Центральна,20-111; вул.Шкільна,19,21,25,27),	[263, 1710, 763, 1723]
village-name: с.Старосілля	[205, 2025, 275, 2038]
schedule-row	[203, 1810, 1595, 1877]
village-name: с.Чорниж	[205, 1518, 259, 1531]
street-list: (вул.Б.Хмельницького,5; вул.Волі,11,13,7,9; вул.Зільберта,1,7,9; вул.Незалежності,1,11,18,1-К,20,5,59; вул.Санаторна,11,11-А,13,14,15,16,17,18,20,21,22,23,24,25,26,27,28,30,32; вул.100-річчя Маневич,35,36,37,41,41-А,43,45,47-А,49,49-А,51,51-А,53; вул.Ст.Бойка,1,10,1-А,2-Г,4,6,8,8-А; вул.С.Наливайка,1,10,12,13,14,17,18,19,2,20,3,3-А,4,5,6,7,7-А,8,9-А; вул.Чорновола,1,3)	[205, 428, 1587, 457]
street-list: (вул.Відродження,67)	[488, 2082, 593, 2095]
village-name: смт.Маневичі	[205, 464, 280, 478]
village-name: с.Ничогівка	[205, 1575, 271, 1588]
village-name: с.Малий Обзир, с.Стобихва, с.Верхи, с.Піщане, с.Великий Обзир	[205, 1331, 543, 1344]
schedule-row	[203, 101, 1595, 126]
village-name: с.Цміни	[205, 1435, 247, 1448]
village-name: смт.Колки	[205, 1022, 262, 1036]
street-list: (вул.Відродження,1-27; вул.Волі,44-55,57-59; вул.Незалежності,27,29,37,53,55; вул.Шкільна,1-20),	[275, 2025, 756, 2038]
